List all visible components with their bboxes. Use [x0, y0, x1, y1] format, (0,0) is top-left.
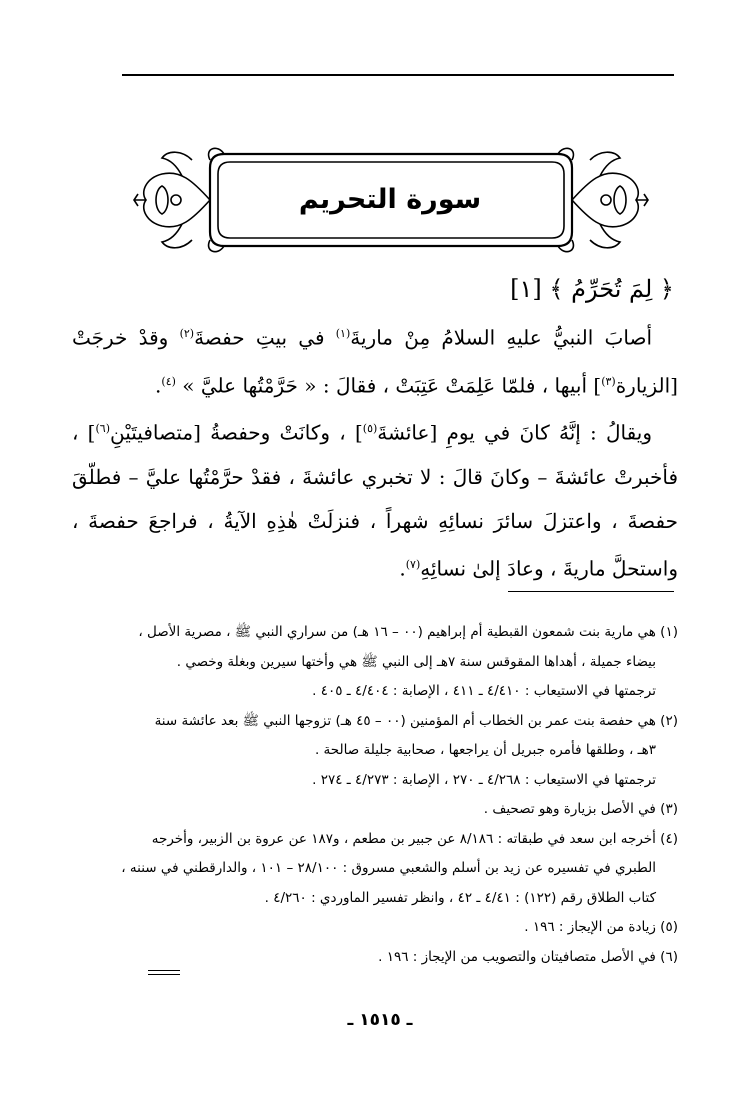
end-mark-rule	[148, 970, 180, 971]
footnote-line: الطبري في تفسيره عن زيد بن أسلم والشعبي مسروق : ٢٨/١٠٠ – ١٠١ ، والدارقطني في سننه ،	[121, 860, 656, 876]
footnote-separator	[508, 591, 674, 592]
footnote-ref: (٦)	[95, 422, 111, 436]
footnote-line: (١) هي مارية بنت شمعون القبطية أم إبراهيم (٠٠ – ١٦ هـ) من سراري النبي ﷺ ، مصرية الأصل ،	[138, 624, 678, 640]
verse-heading	[510, 272, 674, 306]
footnote-line: ترجمتها في الاستيعاب : ٤/٤١٠ ـ ٤١١ ، الإصابة : ٤/٤٠٤ ـ ٤٠٥ .	[312, 683, 656, 699]
footnote-line: ٣هـ ، وطلقها فأمره جبريل أن يراجعها ، صحابية جليلة صالحة .	[314, 742, 656, 758]
commentary-text	[72, 312, 678, 591]
footnote-line: كتاب الطلاق رقم (١٢٢) : ٤/٤١ ـ ٤٢ ، وانظر تفسير الماوردي : ٤/٢٦٠ .	[264, 889, 656, 906]
footnote-ref: (٣)	[601, 374, 616, 388]
verse-marker: [١]	[510, 275, 542, 303]
footnote-ref: (٥)	[362, 422, 378, 436]
footnote-line: (٥) زيادة من الإيجاز : ١٩٦ .	[524, 919, 678, 935]
footnote-line: ترجمتها في الاستيعاب : ٤/٢٦٨ ـ ٢٧٠ ، الإصابة : ٤/٢٧٣ ـ ٢٧٤ .	[312, 771, 656, 788]
page-number: ـ ١٥١٥ ـ	[347, 1010, 413, 1030]
footnote-line: (٤) أخرجه ابن سعد في طبقاته : ٨/١٨٦ عن جبير بن مطعم ، و١٨٧ عن عروة بن الزبير، وأخرجه	[151, 830, 678, 847]
end-mark-rule	[148, 974, 180, 975]
footnote-line: (٦) في الأصل متصافيتان والتصويب من الإيجاز : ١٩٦ .	[378, 948, 678, 965]
paragraph-1: أصابَ النبيُّ عليهِ السلامُ مِنْ ماريةَ$^{(١)}$ في بيتِ حفصةَ$^{(٢)}$ وقدْ خرجَتْ [الزيارة$^{(٣)}$] أبيها ، فلمّا عَلِمَتْ عَتِبَتْ ، فقالَ : « حَرَّمْتُها عليَّ » $^{(٤)}$.	[72, 325, 678, 398]
footnote-ref: (١)	[335, 327, 351, 340]
footnote-ref: (٢)	[179, 327, 195, 340]
footnote-ref: (٤)	[161, 374, 176, 388]
top-rule	[122, 74, 674, 76]
footnote-line: بيضاء جميلة ، أهداها المقوقس سنة ٧هـ إلى النبي ﷺ هي وأختها سيرين وبغلة وخصي .	[176, 653, 656, 670]
verse-text: ﴿ لِمَ تُحَرِّمُ ﴾	[549, 275, 674, 303]
paragraph-2: ويقالُ : إنَّهُ كانَ في يومِ [عائشةَ$^{(٥)}$] ، وكانَتْ وحفصةُ [متصافيتَيْنِ$^{(٦)}$] ، فأخبرتْ عائشةَ – وكانَ قالَ : لا تخبري عائشةَ ، فقدْ حرَّمْتُها عليَّ – فطلّقَ حفصةَ ، واعتزلَ سائرَ نسائِهِ شهراً ، فنزلَتْ هٰذِهِ الآيةُ ، فراجعَ حفصةَ ، واستحلَّ ماريةَ ، وعادَ إلىٰ نسائِهِ$^{(٧)}$.	[72, 420, 679, 581]
footnote-ref: (٧)	[405, 557, 421, 571]
footnotes	[118, 618, 678, 972]
footnote-line: (٣) في الأصل بزيارة وهو تصحيف .	[483, 801, 678, 817]
surah-title: سورة التحريم	[298, 184, 482, 215]
footnote-line: (٢) هي حفصة بنت عمر بن الخطاب أم المؤمنين (٠٠ – ٤٥ هـ) تزوجها النبي ﷺ بعد عائشة سنة	[154, 712, 678, 729]
